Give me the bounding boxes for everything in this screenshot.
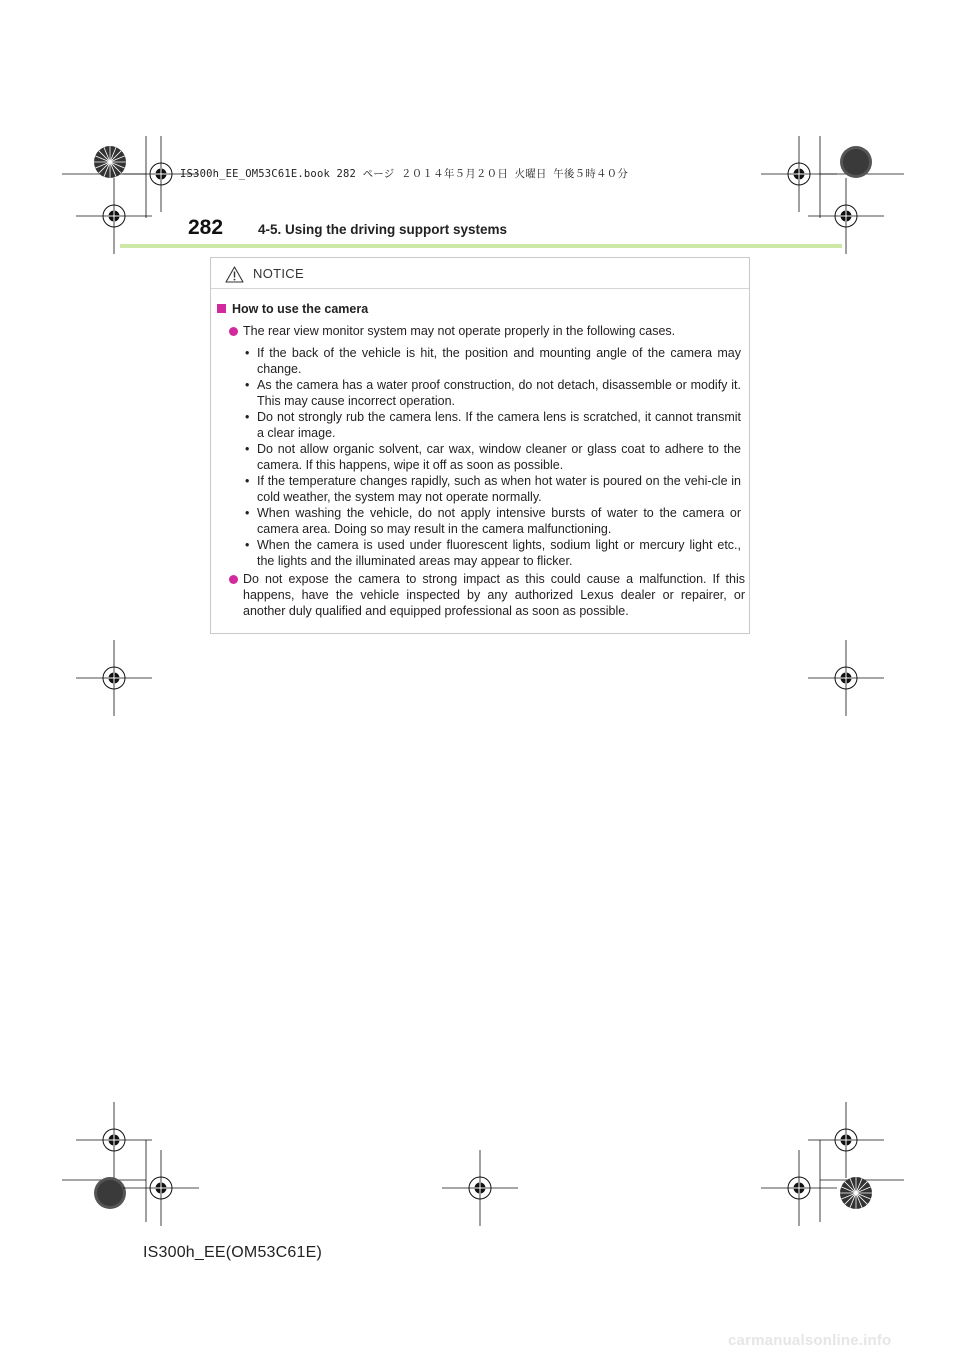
sub-list-item-text: If the back of the vehicle is hit, the position and mounting angle of the camera may change.: [257, 346, 741, 376]
page-number: 282: [188, 216, 224, 239]
registration-mark: [761, 1150, 837, 1226]
subheading-text: How to use the camera: [232, 302, 369, 316]
header-rule: [120, 244, 842, 248]
registration-mark: [761, 136, 837, 212]
registration-mark: [808, 178, 884, 254]
list-item: [229, 571, 745, 619]
sub-list-item-text: If the temperature changes rapidly, such as when hot water is poured on the vehi-cle in cold weather, the system may not operate normally.: [257, 474, 741, 504]
sub-list-item-text: When washing the vehicle, do not apply intensive bursts of water to the camera or camera area. Doing so may result in the camera malfunctioning.: [257, 506, 741, 536]
sub-list-item-text: As the camera has a water proof construction, do not detach, disassemble or modify it. This may cause incorrect operation.: [257, 378, 741, 408]
sub-list-item: [245, 345, 741, 377]
color-wheel-mark-top-left: [94, 146, 126, 178]
registration-mark: [442, 1150, 518, 1226]
site-watermark: carmanualsonline.info: [728, 1332, 892, 1349]
warning-triangle-icon: [225, 266, 244, 283]
square-bullet-icon: [217, 304, 226, 313]
sub-list-item-text: When the camera is used under fluorescent lights, sodium light or mercury light etc., the lights and the illuminated areas may appear to flicker.: [257, 538, 741, 568]
list-item: [229, 323, 745, 339]
sub-bullet: •: [245, 410, 250, 424]
circle-bullet-icon: [229, 327, 238, 336]
notice-header: [211, 258, 749, 289]
registration-mark: [76, 178, 152, 254]
color-wheel-mark-bottom-right: [840, 1177, 872, 1209]
registration-mark: [76, 640, 152, 716]
registration-mark: [123, 1150, 199, 1226]
solid-circle-mark-bottom-left: [94, 1177, 126, 1209]
sub-bullet: •: [245, 538, 250, 552]
sub-list-item-text: Do not allow organic solvent, car wax, window cleaner or glass coat to adhere to the camera. If this happens, wipe it off as soon as possible.: [257, 442, 741, 472]
sub-bullet: •: [245, 378, 250, 392]
section-title: 4-5. Using the driving support systems: [258, 222, 508, 237]
circle-bullet-icon: [229, 575, 238, 584]
book-file-header: IS300h_EE_OM53C61E.book 282 ページ ２０１４年５月２０日 火曜日 午後５時４０分: [180, 168, 629, 180]
sub-list-item: [245, 537, 741, 569]
sub-list-item: [245, 441, 741, 473]
sub-list-item: [245, 377, 741, 409]
sub-list-item: [245, 409, 741, 441]
registration-mark: [808, 640, 884, 716]
sub-list-item: [245, 473, 741, 505]
list-item-text: Do not expose the camera to strong impact as this could cause a malfunction. If this happens, have the vehicle inspected by any authorized Lexus dealer or repairer, or another duly qualified and equipped professional as soon as possible.: [243, 572, 745, 618]
notice-title: NOTICE: [253, 266, 304, 281]
solid-circle-mark-top-right: [840, 146, 872, 178]
sub-bullet: •: [245, 346, 250, 360]
subheading: [217, 302, 368, 316]
sub-bullet: •: [245, 474, 250, 488]
registration-mark: [808, 1102, 884, 1178]
sub-bullet: •: [245, 506, 250, 520]
list-item-text: The rear view monitor system may not operate properly in the following cases.: [243, 324, 676, 338]
manual-code-footer: IS300h_EE(OM53C61E): [143, 1244, 323, 1261]
notice-box: [210, 257, 750, 634]
sub-list-item: [245, 505, 741, 537]
sub-list-item-text: Do not strongly rub the camera lens. If the camera lens is scratched, it cannot transmit a clear image.: [257, 410, 741, 440]
registration-mark: [76, 1102, 152, 1178]
sub-bullet: •: [245, 442, 250, 456]
